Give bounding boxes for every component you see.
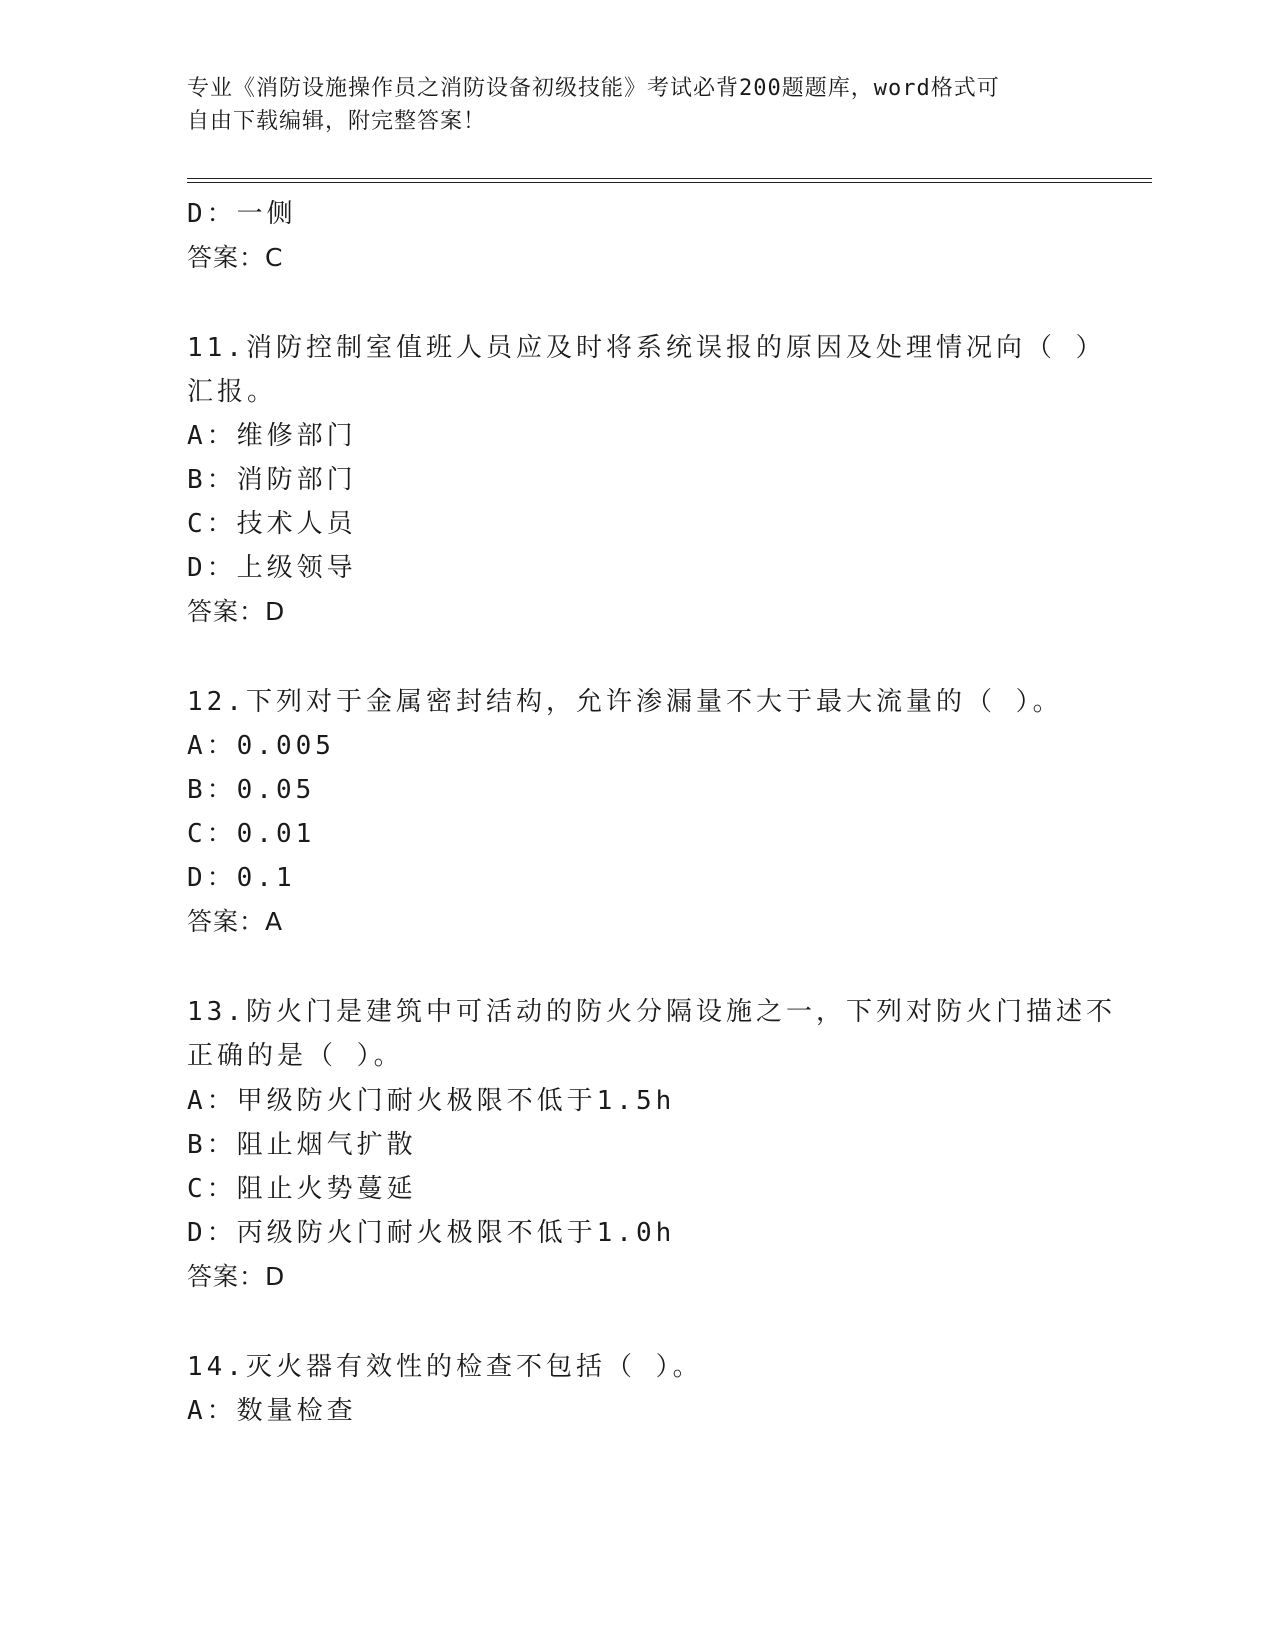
q12-option-d: D：0.1 [187, 863, 296, 893]
header-divider-top [187, 178, 1152, 179]
header-line-2: 自由下载编辑，附完整答案！ [187, 109, 487, 134]
q13-answer: 答案：D [187, 1262, 286, 1291]
q11-answer: 答案：D [187, 597, 286, 626]
q11-option-d: D：上级领导 [187, 553, 357, 583]
q11-option-c: C：技术人员 [187, 509, 357, 539]
q11-text-line-1: 11.消防控制室值班人员应及时将系统误报的原因及处理情况向（ ） [187, 333, 1106, 363]
q14-text-line-1: 14.灭火器有效性的检查不包括（ ）。 [187, 1352, 703, 1382]
q11-option-a: A：维修部门 [187, 421, 357, 451]
q12-option-b: B：0.05 [187, 775, 316, 805]
header-line-1: 专业《消防设施操作员之消防设备初级技能》考试必背200题题库，word格式可 [187, 76, 1000, 101]
q13-option-b: B：阻止烟气扩散 [187, 1130, 417, 1160]
q12-option-c: C：0.01 [187, 819, 316, 849]
prev-answer: 答案：C [187, 243, 284, 272]
q13-option-c: C：阻止火势蔓延 [187, 1174, 417, 1204]
header-divider-bottom [187, 182, 1152, 183]
q13-text-line-1: 13.防火门是建筑中可活动的防火分隔设施之一，下列对防火门描述不 [187, 997, 1116, 1027]
q13-text-line-2: 正确的是（ ）。 [187, 1041, 404, 1071]
q14-option-a: A：数量检查 [187, 1396, 357, 1426]
q11-text-line-2: 汇报。 [187, 377, 278, 407]
q12-answer: 答案：A [187, 907, 284, 936]
q12-text-line-1: 12.下列对于金属密封结构，允许渗漏量不大于最大流量的（ ）。 [187, 687, 1063, 717]
q12-option-a: A：0.005 [187, 731, 335, 761]
q13-option-d: D：丙级防火门耐火极限不低于1.0h [187, 1218, 676, 1248]
prev-option-d: D：一侧 [187, 199, 297, 229]
q13-option-a: A：甲级防火门耐火极限不低于1.5h [187, 1086, 676, 1116]
document-header [187, 72, 1067, 138]
q11-option-b: B：消防部门 [187, 465, 357, 495]
